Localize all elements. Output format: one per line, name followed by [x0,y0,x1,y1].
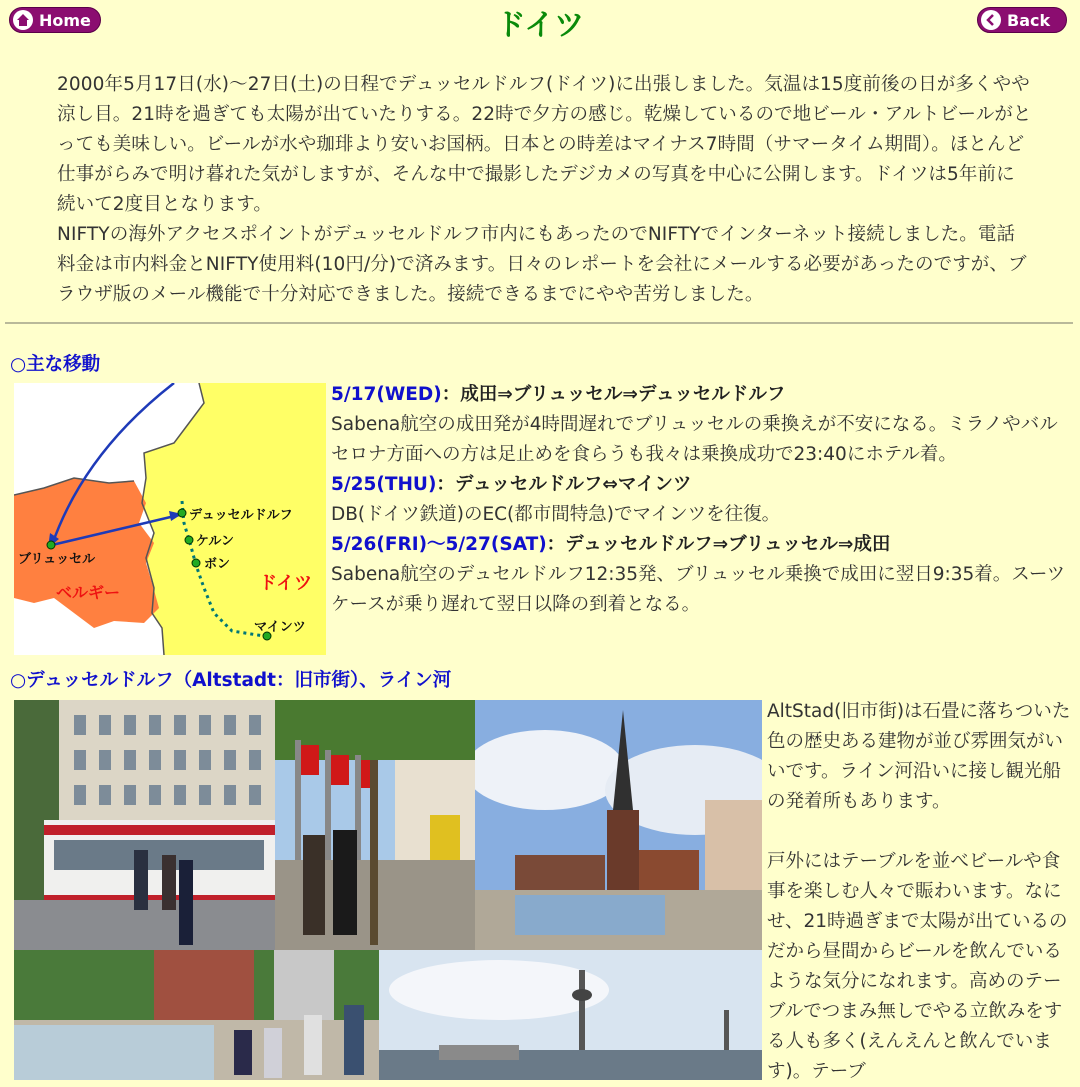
back-label: Back [1007,10,1051,30]
photo-flags-square [275,700,475,950]
travel-leg-2-title [331,470,1076,500]
travel-leg-date: 5/26(FRI)～5/27(SAT) [331,534,547,555]
section-heading-altstadt: ○デュッセルドルフ（Altstadt：旧市街）、ライン河 [10,670,452,691]
altstadt-paragraph-2: 戸外にはテーブルを並べビールや食事を楽しむ人々で賑わいます。なにせ、21時過ぎまで太陽が出ているのだから昼間からビールを飲んでいるような気分になれます。高めのテーブルでつまみ無しでやる立飲みをする人も多く(えんえんと飲んでいます)。テーブ [767,851,1068,1082]
intro-text [57,70,1032,310]
altstadt-spacer [767,817,1077,847]
section-divider [5,322,1073,324]
map-label-brussels: ブリュッセル [18,552,96,567]
travel-leg-route: ：デュッセルドルフ⇔マインツ [436,474,692,495]
map-label-koln: ケルン [196,534,235,549]
page-title: ドイツ [495,8,585,43]
travel-leg-desc: DB(ドイツ鉄道)のEC(都市間特急)でマインツを往復。 [331,504,781,525]
map-label-belgium: ベルギー [56,583,121,602]
travel-leg-date: 5/17(WED) [331,384,442,405]
altstadt-text [767,697,1077,1087]
route-map [14,383,326,655]
travel-legs [331,380,1076,620]
travel-leg-route: ：成田⇒ブリュッセル⇒デュッセルドルフ [441,384,786,405]
altstadt-paragraph-1: AltStad(旧市街)は石畳に落ちついた色の歴史ある建物が並び雰囲気がいいです。ライン河沿いに接し観光船の発着所もあります。 [767,701,1071,812]
photo-tram-street [14,700,275,950]
photo-riverside-crowd [14,950,379,1080]
travel-leg-desc: Sabena航空の成田発が4時間遅れでブリュッセルの乗換えが不安になる。ミラノやバルセロナ方面への方は足止めを食らうも我々は乗換成功で23:40にホテル着。 [331,414,1058,465]
map-label-bonn: ボン [204,557,231,572]
back-button[interactable] [977,7,1067,33]
intro-paragraph-2: NIFTYの海外アクセスポイントがデュッセルドルフ市内にもあったのでNIFTYでインターネット接続しました。電話料金は市内料金とNIFTY使用料(10円/分)で済みます。日々のレポートを会社にメールする必要があったのですが、ブラウザ版のメール機能で十分対応できました。接続できるまでにやや苦労しました。 [57,224,1027,305]
travel-leg-1-title [331,380,1076,410]
photo-church-tower [475,700,762,950]
travel-leg-date: 5/25(THU) [331,474,437,495]
map-label-mainz: マインツ [254,620,306,635]
map-label-dusseldorf: デュッセルドルフ [189,508,293,523]
back-arrow-icon [981,10,1001,30]
travel-leg-desc: Sabena航空のデュセルドルフ12:35発、ブリュッセル乗換で成田に翌日9:35着。スーツケースが乗り遅れて翌日以降の到着となる。 [331,564,1066,615]
travel-leg-route: ：デュッセルドルフ⇒ブリュッセル⇒成田 [546,534,891,555]
photo-rhine-tower [379,950,762,1080]
travel-leg-3-title [331,530,1076,560]
home-label: Home [39,10,91,30]
altstadt-photo-collage [14,700,762,1080]
map-label-germany: ドイツ [259,573,313,594]
section-heading-travel: ○主な移動 [10,354,101,375]
intro-paragraph-1: 2000年5月17日(水)～27日(土)の日程でデュッセルドルフ(ドイツ)に出張しました。気温は15度前後の日が多くやや涼し目。21時を過ぎても太陽が出ていたりする。22時で夕方の感じ。乾燥しているので地ビール・アルトビールがとっても美味しい。ビールが水や珈琲より安いお国柄。日本との時差はマイナス7時間（サマータイム期間）。ほとんど仕事がらみで明け暮れた気がしますが、そんな中で撮影したデジカメの写真を中心に公開します。ドイツは5年前に続いて2度目となります。 [57,74,1032,215]
